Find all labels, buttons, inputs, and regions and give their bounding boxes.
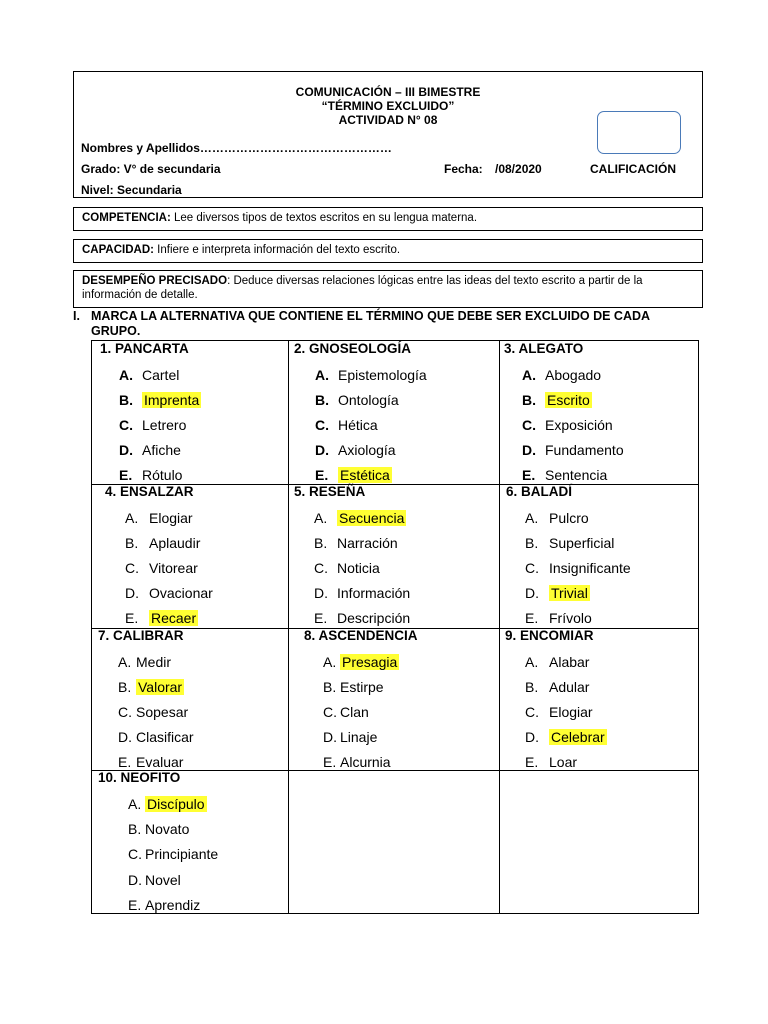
option-letter: E. — [323, 754, 337, 770]
option-text: Principiante — [145, 846, 219, 863]
option-row[interactable] — [125, 560, 198, 577]
option-row[interactable] — [525, 679, 589, 696]
option-letter: C. — [118, 704, 132, 720]
option-row[interactable] — [323, 654, 399, 671]
option-row[interactable] — [125, 535, 200, 552]
option-text-highlighted: Discípulo — [147, 796, 205, 812]
option-row[interactable] — [323, 679, 384, 696]
option-letter: A. — [128, 796, 142, 812]
option-text: Aprendiz — [145, 896, 201, 913]
option-row[interactable] — [314, 585, 410, 602]
option-letter: E. — [128, 896, 142, 913]
option-letter: C. — [525, 704, 539, 720]
option-letter: B. — [525, 679, 539, 695]
option-text: Descripción — [337, 610, 411, 626]
option-row[interactable] — [125, 585, 213, 602]
option-letter: C. — [525, 560, 539, 576]
option-row[interactable] — [315, 392, 399, 409]
option-row[interactable] — [119, 467, 182, 484]
option-text: Linaje — [340, 729, 378, 745]
option-row[interactable] — [525, 704, 593, 721]
competencia-text: Lee diversos tipos de textos escritos en su lengua materna. — [170, 212, 478, 224]
option-text: Sentencia — [545, 467, 608, 483]
option-text: Vitorear — [149, 560, 198, 576]
option-letter: B. — [315, 392, 329, 408]
option-text-highlighted: Valorar — [138, 679, 183, 695]
option-row[interactable] — [525, 754, 577, 771]
nombres-line: Nombres y Apellidos………………………………………… — [81, 141, 392, 155]
option-row[interactable] — [315, 467, 392, 484]
option-text-highlighted: Recaer — [151, 610, 197, 626]
nivel-line: Nivel: Secundaria — [81, 183, 182, 197]
option-row[interactable] — [522, 467, 607, 484]
option-row[interactable] — [323, 754, 391, 771]
option-row[interactable] — [314, 610, 410, 627]
option-row[interactable] — [522, 417, 613, 434]
option-row[interactable] — [128, 846, 218, 863]
option-text: Clasificar — [136, 729, 194, 745]
option-letter: E. — [314, 610, 328, 626]
option-text: Estirpe — [340, 679, 384, 695]
option-row[interactable] — [522, 442, 624, 459]
option-letter: E. — [125, 610, 139, 626]
option-text: Alcurnia — [340, 754, 391, 770]
option-letter: D. — [525, 585, 539, 601]
option-letter: A. — [525, 654, 539, 670]
option-letter: C. — [323, 704, 337, 720]
option-text: Axiología — [338, 442, 396, 458]
question-title: 2. GNOSEOLOGÍA — [294, 341, 412, 356]
instruction-number: I. — [73, 309, 80, 323]
option-letter: C. — [522, 417, 536, 433]
option-row[interactable] — [525, 729, 607, 746]
option-letter: B. — [119, 392, 133, 408]
question-title: 4. ENSALZAR — [105, 484, 194, 499]
fecha-value: /08/2020 — [495, 162, 542, 176]
option-row[interactable] — [118, 754, 183, 771]
option-text: Rótulo — [142, 467, 183, 483]
option-letter: A. — [125, 510, 139, 526]
question-title: 6. BALADÍ — [506, 484, 573, 499]
option-row[interactable] — [315, 367, 427, 384]
option-letter: D. — [315, 442, 329, 458]
question-grid — [91, 340, 699, 914]
option-row[interactable] — [314, 535, 398, 552]
option-letter: B. — [118, 679, 132, 695]
option-row[interactable] — [323, 704, 369, 721]
desempeno-text: : Deduce diversas relaciones lógicas entre las ideas del texto escrito a partir de la información de detalle. — [82, 275, 643, 301]
option-text: Letrero — [142, 417, 187, 433]
question-title: 7. CALIBRAR — [98, 628, 184, 643]
option-text: Afiche — [142, 442, 181, 458]
option-text: Ontología — [338, 392, 399, 408]
option-letter: B. — [323, 679, 337, 695]
option-letter: B. — [525, 535, 539, 551]
question-title: 1. PANCARTA — [100, 341, 189, 356]
option-text-highlighted: Estética — [340, 467, 390, 483]
option-row[interactable] — [314, 510, 406, 527]
option-letter: B. — [314, 535, 328, 551]
option-row[interactable] — [125, 610, 198, 627]
option-row[interactable] — [525, 585, 590, 602]
option-letter: A. — [323, 654, 337, 670]
option-letter: E. — [522, 467, 536, 483]
option-letter: E. — [315, 467, 329, 483]
option-text: Aplaudir — [149, 535, 201, 551]
question-title: 8. ASCENDENCIA — [304, 628, 418, 643]
option-row[interactable] — [125, 510, 193, 527]
option-row[interactable] — [525, 510, 589, 527]
option-letter: D. — [125, 585, 139, 601]
question-title: 10. NEOFITO — [98, 770, 181, 785]
option-row[interactable] — [314, 560, 380, 577]
competencia-box — [73, 207, 703, 231]
option-letter: C. — [128, 846, 142, 863]
option-letter: A. — [522, 367, 536, 383]
option-row[interactable] — [323, 729, 377, 746]
option-row[interactable] — [522, 367, 601, 384]
capacidad-text: Infiere e interpreta información del texto escrito. — [153, 244, 401, 256]
question-title: 5. RESEÑA — [294, 484, 366, 499]
competencia-label: COMPETENCIA: — [82, 212, 171, 224]
option-row[interactable] — [525, 610, 592, 627]
option-letter: B. — [125, 535, 139, 551]
grid-divider — [288, 341, 289, 913]
option-row[interactable] — [128, 897, 200, 914]
option-row[interactable] — [525, 654, 589, 671]
option-row[interactable] — [119, 442, 181, 459]
option-text: Fundamento — [545, 442, 624, 458]
option-letter: C. — [315, 417, 329, 433]
option-text-highlighted: Escrito — [547, 392, 590, 408]
calificacion-label: CALIFICACIÓN — [590, 162, 676, 176]
option-row[interactable] — [522, 392, 592, 409]
option-text: Elogiar — [149, 510, 193, 526]
score-box[interactable] — [597, 111, 681, 154]
title-line-1: COMUNICACIÓN – III BIMESTRE — [295, 85, 481, 99]
option-text: Superficial — [549, 535, 615, 551]
option-row[interactable] — [118, 654, 171, 671]
option-row[interactable] — [315, 417, 378, 434]
instruction-text: MARCA LA ALTERNATIVA QUE CONTIENE EL TÉRMINO QUE DEBE SER EXCLUIDO DE CADA GRUPO. — [91, 309, 650, 338]
option-letter: E. — [525, 754, 539, 770]
option-letter: A. — [525, 510, 539, 526]
option-text: Insignificante — [549, 560, 631, 576]
option-text: Novato — [145, 821, 190, 838]
option-letter: C. — [125, 560, 139, 576]
option-text: Exposición — [545, 417, 613, 433]
option-letter: B. — [522, 392, 536, 408]
option-row[interactable] — [118, 679, 184, 696]
option-text: Noticia — [337, 560, 380, 576]
option-row[interactable] — [119, 392, 201, 409]
option-text: Sopesar — [136, 704, 189, 720]
question-title: 9. ENCOMIAR — [505, 628, 594, 643]
option-row[interactable] — [119, 367, 179, 384]
option-row[interactable] — [525, 535, 614, 552]
option-row[interactable] — [118, 729, 194, 746]
option-text: Ovacionar — [149, 585, 213, 601]
grado-line: Grado: V° de secundaria — [81, 162, 221, 176]
option-text: Epistemología — [338, 367, 427, 383]
option-letter: A. — [314, 510, 328, 526]
option-text-highlighted: Secuencia — [339, 510, 405, 526]
option-text: Adular — [549, 679, 590, 695]
option-text-highlighted: Presagia — [342, 654, 398, 670]
question-title: 3. ALEGATO — [504, 341, 584, 356]
option-text: Narración — [337, 535, 398, 551]
option-text-highlighted: Celebrar — [551, 729, 605, 745]
desempeno-box — [73, 270, 703, 308]
option-text-highlighted: Imprenta — [144, 392, 200, 408]
option-row[interactable] — [128, 796, 207, 813]
option-text: Frívolo — [549, 610, 592, 626]
option-text: Información — [337, 585, 411, 601]
option-text: Elogiar — [549, 704, 593, 720]
option-row[interactable] — [128, 821, 189, 838]
title-line-3: ACTIVIDAD N° 08 — [338, 113, 438, 127]
option-text: Medir — [136, 654, 172, 670]
option-text: Pulcro — [549, 510, 589, 526]
option-row[interactable] — [315, 442, 396, 459]
capacidad-box — [73, 239, 703, 263]
option-text: Alabar — [549, 654, 590, 670]
option-text: Abogado — [545, 367, 602, 383]
option-letter: D. — [119, 442, 133, 458]
option-text: Hética — [338, 417, 378, 433]
option-text-highlighted: Trivial — [551, 585, 588, 601]
option-letter: D. — [128, 871, 142, 888]
header-box — [73, 71, 703, 198]
option-letter: A. — [118, 654, 132, 670]
option-row[interactable] — [118, 704, 188, 721]
option-row[interactable] — [128, 872, 181, 889]
option-text: Cartel — [142, 367, 180, 383]
grid-divider — [499, 341, 500, 913]
option-letter: D. — [323, 729, 337, 745]
option-text: Evaluar — [136, 754, 184, 770]
option-letter: D. — [522, 442, 536, 458]
capacidad-label: CAPACIDAD: — [82, 244, 154, 256]
option-letter: D. — [525, 729, 539, 745]
desempeno-label: DESEMPEÑO PRECISADO — [82, 275, 228, 287]
title-line-2: “TÉRMINO EXCLUIDO” — [321, 99, 455, 113]
option-text: Clan — [340, 704, 369, 720]
option-text: Loar — [549, 754, 578, 770]
option-letter: E. — [525, 610, 539, 626]
option-letter: D. — [314, 585, 328, 601]
option-letter: B. — [128, 821, 142, 838]
option-row[interactable] — [119, 417, 186, 434]
option-row[interactable] — [525, 560, 631, 577]
option-letter: C. — [119, 417, 133, 433]
option-text: Novel — [145, 871, 181, 888]
option-letter: D. — [118, 729, 132, 745]
fecha-label: Fecha: — [444, 162, 483, 176]
option-letter: A. — [119, 367, 133, 383]
option-letter: E. — [119, 467, 133, 483]
option-letter: C. — [314, 560, 328, 576]
option-letter: E. — [118, 754, 132, 770]
option-letter: A. — [315, 367, 329, 383]
